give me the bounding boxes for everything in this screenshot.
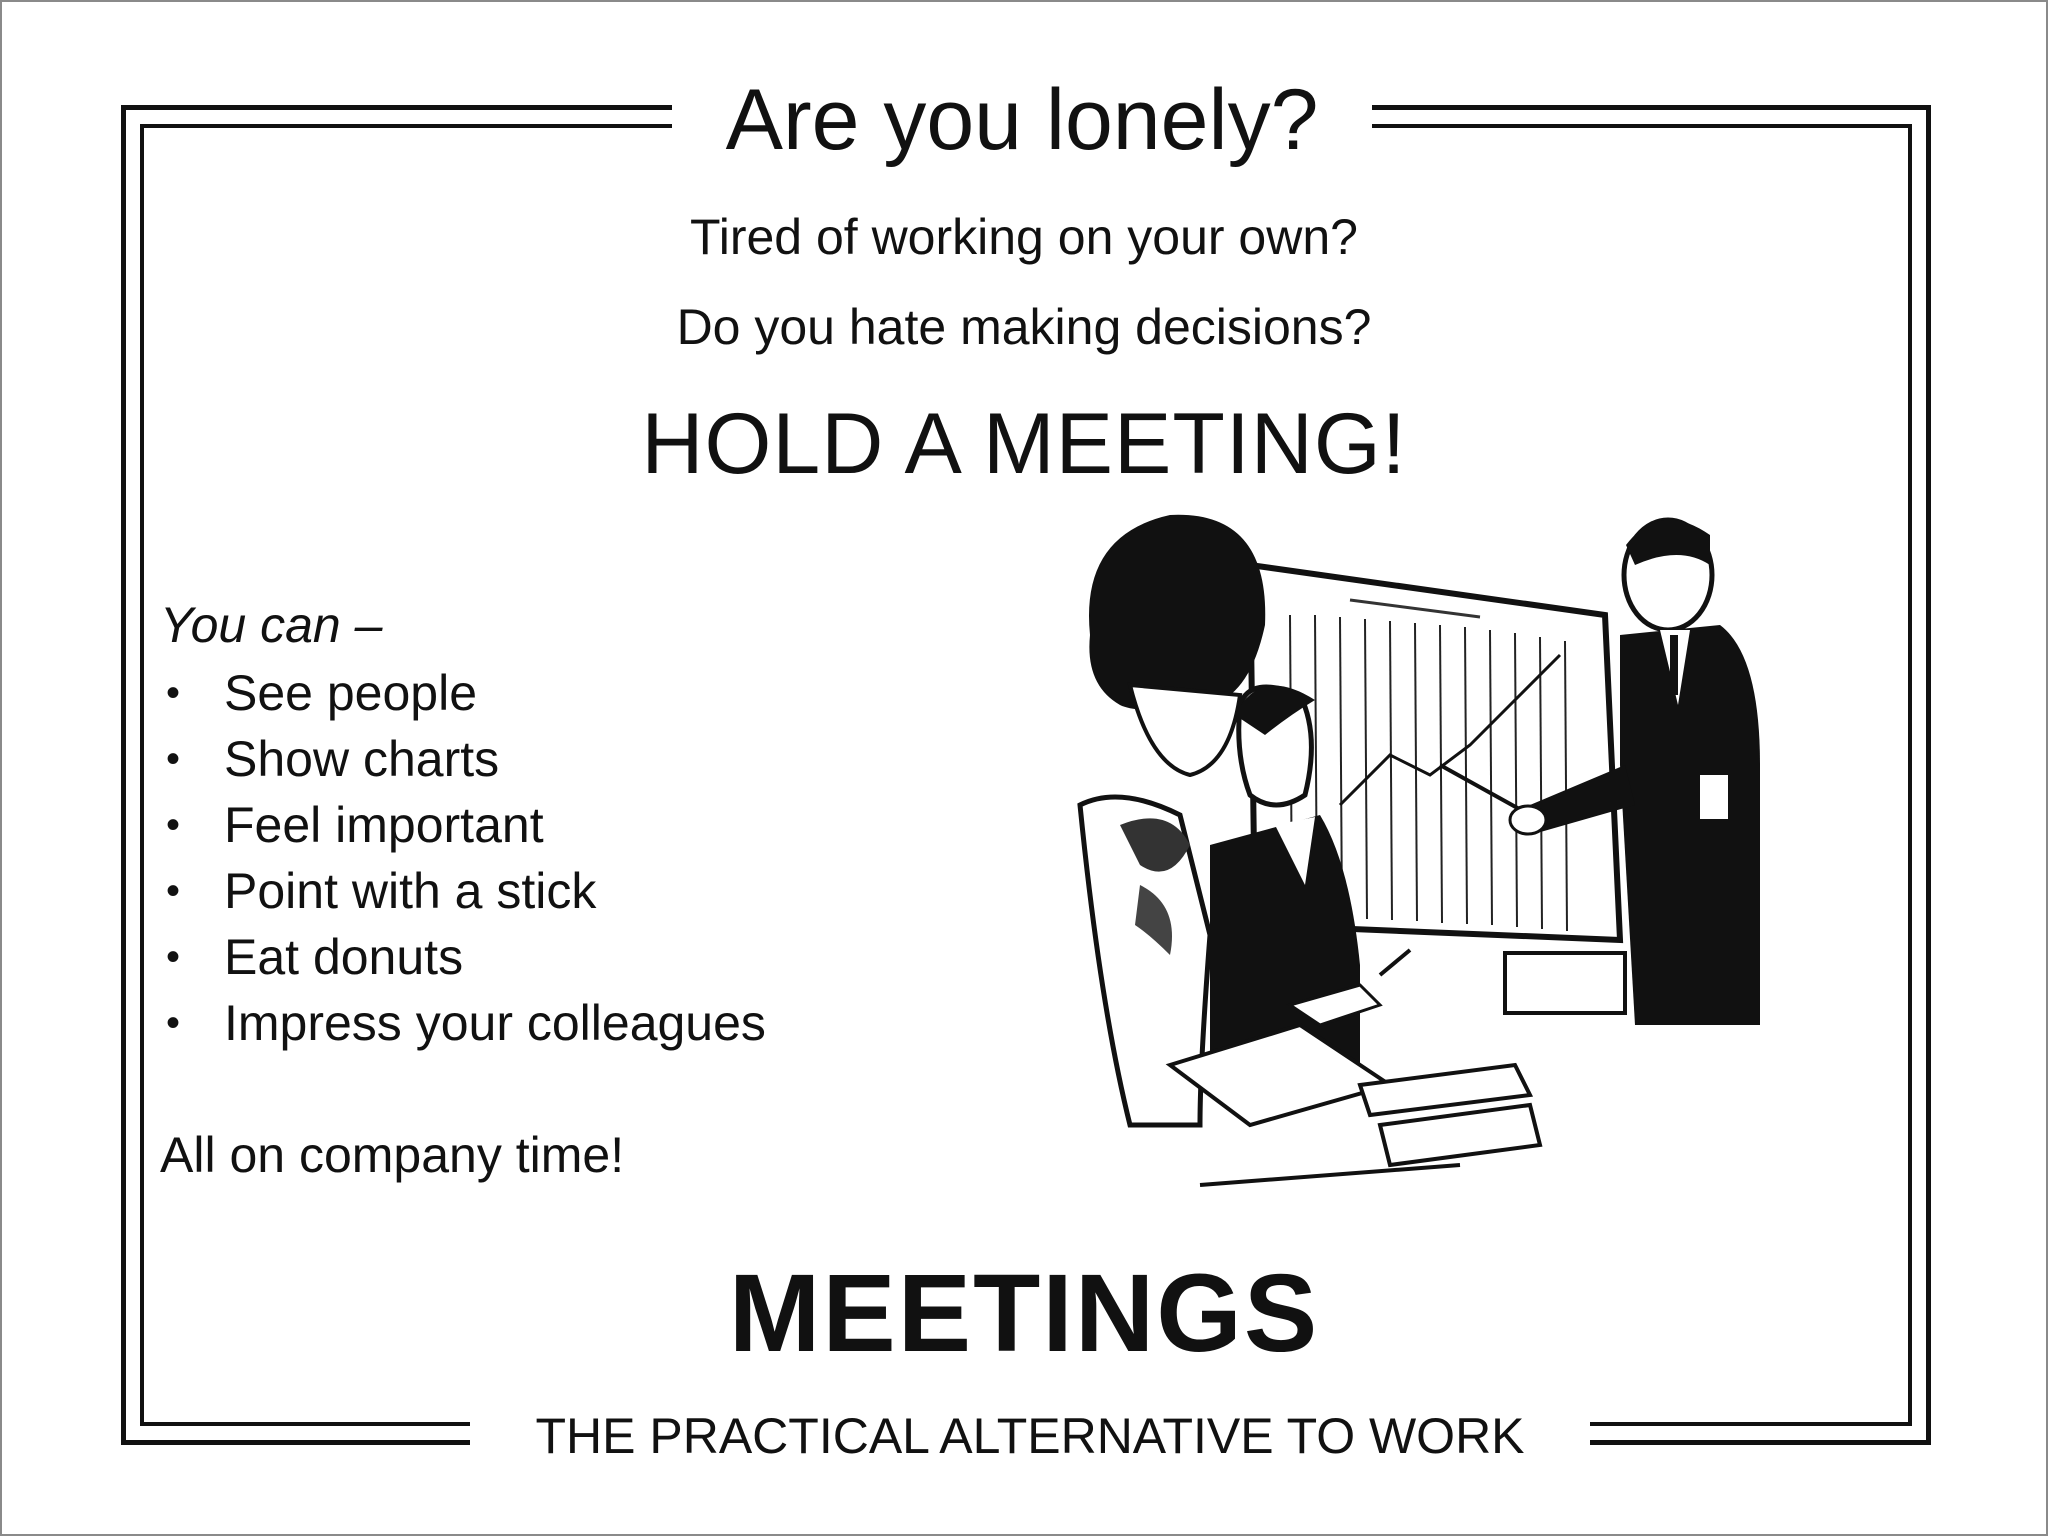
list-item: • Point with a stick — [160, 858, 766, 924]
bullet-icon: • — [166, 1001, 181, 1045]
list-item: • Impress your colleagues — [160, 990, 766, 1056]
list-item: • Feel important — [160, 792, 766, 858]
bullet-icon: • — [166, 803, 181, 847]
list-item: • Show charts — [160, 726, 766, 792]
meeting-presentation-illustration — [1060, 505, 1840, 1205]
list-intro: You can – — [160, 597, 383, 653]
headline: HOLD A MEETING! — [641, 396, 1407, 492]
bullet-icon: • — [166, 737, 181, 781]
brand-title: MEETINGS — [728, 1252, 1320, 1375]
list-item: • See people — [160, 660, 766, 726]
subtitle-working-alone: Tired of working on your own? — [690, 209, 1358, 265]
bullet-icon: • — [166, 869, 181, 913]
tagline: THE PRACTICAL ALTERNATIVE TO WORK — [470, 1403, 1590, 1469]
closing-line: All on company time! — [160, 1127, 625, 1183]
bullet-icon: • — [166, 935, 181, 979]
benefits-list — [160, 660, 766, 1056]
bullet-icon: • — [166, 671, 181, 715]
poster-title: Are you lonely? — [672, 70, 1372, 170]
list-item: • Eat donuts — [160, 924, 766, 990]
subtitle-decisions: Do you hate making decisions? — [676, 299, 1372, 355]
